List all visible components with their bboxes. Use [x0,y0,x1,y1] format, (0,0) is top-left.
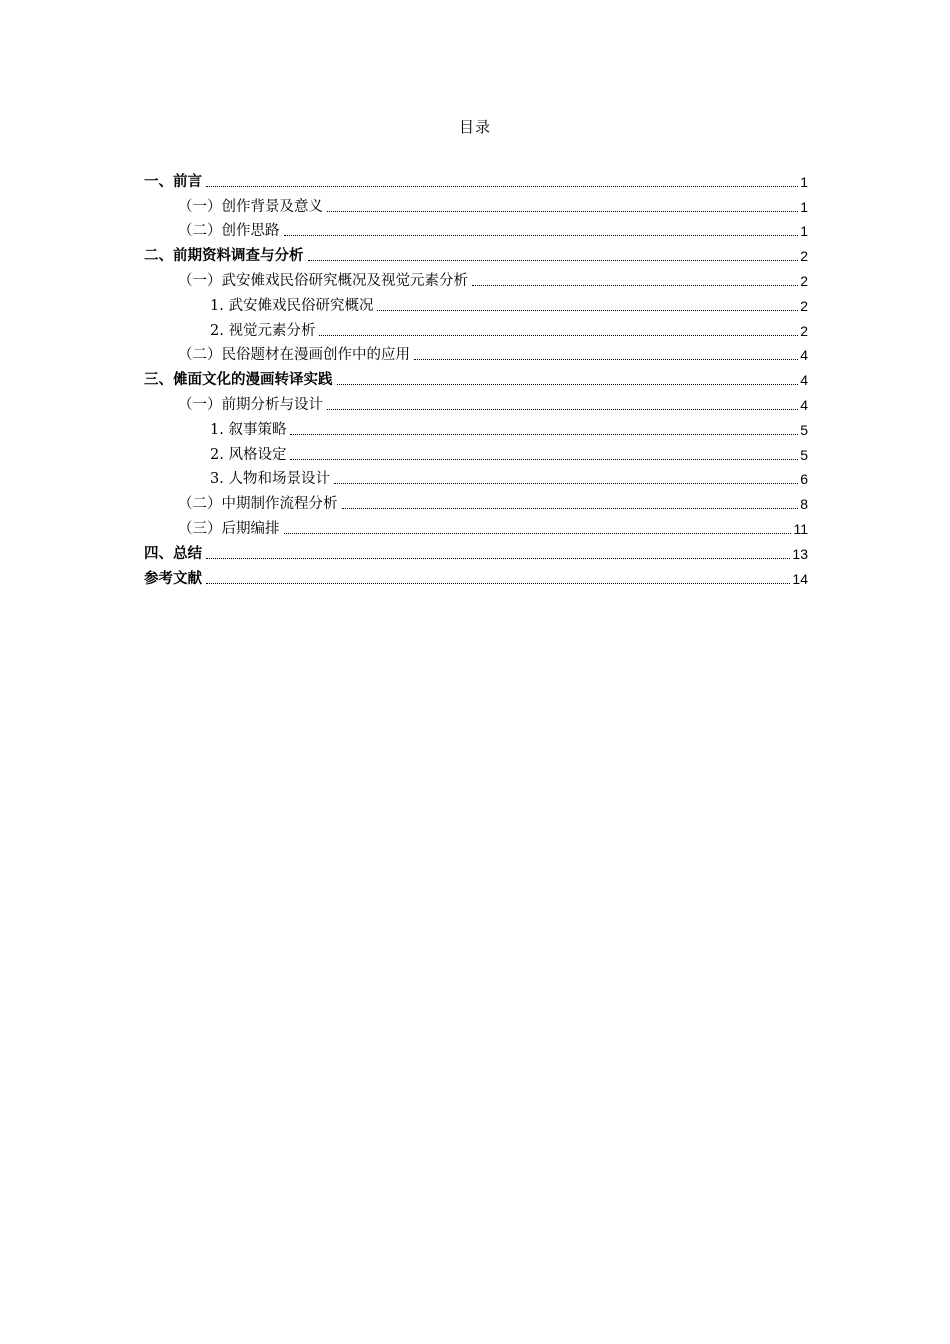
toc-entry-label: 参考文献 [144,570,202,587]
toc-entry-label: （一）创作背景及意义 [178,198,323,215]
toc-entry-page-number: 8 [800,496,808,513]
toc-dot-leader [206,558,790,559]
toc-entry-level-2[interactable] [144,389,808,414]
toc-dot-leader [290,434,798,435]
toc-entry-level-1[interactable] [144,538,808,563]
toc-entry-level-3[interactable] [144,290,808,315]
toc-entry-page-number: 5 [800,421,808,438]
toc-entry-level-2[interactable] [144,191,808,216]
toc-entry-label: 3. 人物和场景设计 [210,471,330,488]
toc-entry-page-number: 4 [800,396,808,413]
toc-entry-page-number: 6 [800,471,808,488]
toc-entry-label: 1. 武安傩戏民俗研究概况 [210,297,374,314]
toc-entry-label: 1. 叙事策略 [210,421,287,438]
toc-dot-leader [342,508,799,509]
toc-dot-leader [284,533,792,534]
toc-entry-label: 一、前言 [144,173,202,190]
toc-entry-page-number: 14 [792,570,808,587]
toc-entry-level-2[interactable] [144,216,808,241]
toc-entry-label: 四、总结 [144,545,202,562]
toc-dot-leader [319,335,798,336]
toc-entry-page-number: 5 [800,446,808,463]
toc-entry-label: 三、傩面文化的漫画转译实践 [144,372,333,389]
toc-dot-leader [290,459,798,460]
toc-entry-label: （二）中期制作流程分析 [178,496,338,513]
toc-entry-label: 2. 风格设定 [210,446,287,463]
toc-entry-page-number: 2 [800,322,808,339]
toc-dot-leader [284,235,799,236]
toc-entry-level-2[interactable] [144,340,808,365]
toc-dot-leader [377,310,798,311]
toc-entry-level-3[interactable] [144,414,808,439]
toc-entry-label: （一）前期分析与设计 [178,396,323,413]
toc-entry-label: 2. 视觉元素分析 [210,322,316,339]
toc-entry-page-number: 2 [800,248,808,265]
toc-entry-label: （二）创作思路 [178,223,280,240]
toc-dot-leader [337,384,799,385]
toc-entry-label: （一）武安傩戏民俗研究概况及视觉元素分析 [178,272,468,289]
toc-entry-level-3[interactable] [144,439,808,464]
toc-entry-level-3[interactable] [144,315,808,340]
toc-entry-level-1[interactable] [144,166,808,191]
toc-title: 目录 [458,118,491,136]
toc-entry-label: （二）民俗题材在漫画创作中的应用 [178,347,410,364]
toc-dot-leader [414,359,798,360]
toc-entry-label: 二、前期资料调查与分析 [144,248,304,265]
toc-dot-leader [206,186,798,187]
toc-entry-page-number: 11 [793,520,808,537]
toc-entry-level-2[interactable] [144,488,808,513]
toc-entry-page-number: 2 [800,272,808,289]
toc-entry-page-number: 4 [800,372,808,389]
toc-dot-leader [327,211,798,212]
toc-entry-level-2[interactable] [144,513,808,538]
toc-entry-level-2[interactable] [144,265,808,290]
toc-dot-leader [327,409,798,410]
toc-entry-page-number: 1 [800,173,808,190]
toc-entry-page-number: 1 [800,198,808,215]
toc-entry-level-1[interactable] [144,364,808,389]
toc-entry-level-1[interactable] [144,563,808,588]
toc-dot-leader [334,483,798,484]
toc-entry-page-number: 13 [792,545,808,562]
toc-entry-page-number: 1 [800,223,808,240]
toc-dot-leader [472,285,798,286]
toc-dot-leader [308,260,799,261]
toc-entry-label: （三）后期编排 [178,520,280,537]
toc-dot-leader [206,583,790,584]
toc-entry-page-number: 4 [800,347,808,364]
toc-entry-level-1[interactable] [144,240,808,265]
toc-entry-level-3[interactable] [144,464,808,489]
toc-entry-page-number: 2 [800,297,808,314]
toc-list [144,166,808,588]
